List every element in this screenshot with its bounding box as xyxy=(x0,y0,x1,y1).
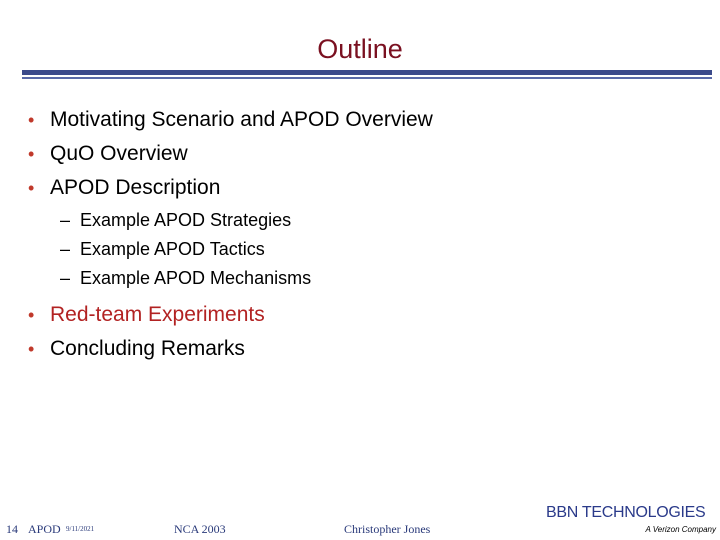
bullet-icon: • xyxy=(28,339,35,359)
logo-main-text: BBN TECHNOLOGIES xyxy=(546,504,706,521)
list-item xyxy=(28,301,698,335)
list-item xyxy=(28,106,698,140)
title-rule-thin xyxy=(22,77,712,79)
sub-list-item xyxy=(28,208,698,237)
sub-list-item xyxy=(28,266,698,295)
bullet-icon: • xyxy=(28,178,35,198)
bullet-icon: • xyxy=(28,110,35,130)
sub-list-item-text: Example APOD Tactics xyxy=(80,239,265,259)
sub-list-item-text: Example APOD Strategies xyxy=(80,210,292,230)
dash-icon: – xyxy=(60,239,71,259)
outline-list xyxy=(28,106,698,369)
footer-date: 9/11/2021 xyxy=(66,525,95,533)
dash-icon: – xyxy=(60,268,71,288)
list-item-text: APOD Description xyxy=(50,176,221,199)
bullet-icon: • xyxy=(28,144,35,164)
list-item-text: QuO Overview xyxy=(50,142,188,165)
logo-sub-text: A Verizon Company xyxy=(645,525,716,534)
footer-author: Christopher Jones xyxy=(344,522,431,536)
list-item xyxy=(28,335,698,369)
bullet-icon: • xyxy=(28,305,35,325)
footer-short-title: APOD xyxy=(28,522,61,536)
sub-list-item-text: Example APOD Mechanisms xyxy=(80,268,312,288)
dash-icon: – xyxy=(60,210,71,230)
title-rule-thick xyxy=(22,70,712,75)
list-item xyxy=(28,174,698,208)
sub-list-item xyxy=(28,237,698,266)
list-item-text: Red-team Experiments xyxy=(50,303,265,326)
list-item-text: Motivating Scenario and APOD Overview xyxy=(50,108,433,131)
bbn-logo xyxy=(546,504,718,538)
list-item-text: Concluding Remarks xyxy=(50,337,245,360)
footer-conference: NCA 2003 xyxy=(174,522,226,536)
slide-title: Outline xyxy=(317,34,403,64)
slide-number: 14 xyxy=(6,522,18,536)
list-item xyxy=(28,140,698,174)
